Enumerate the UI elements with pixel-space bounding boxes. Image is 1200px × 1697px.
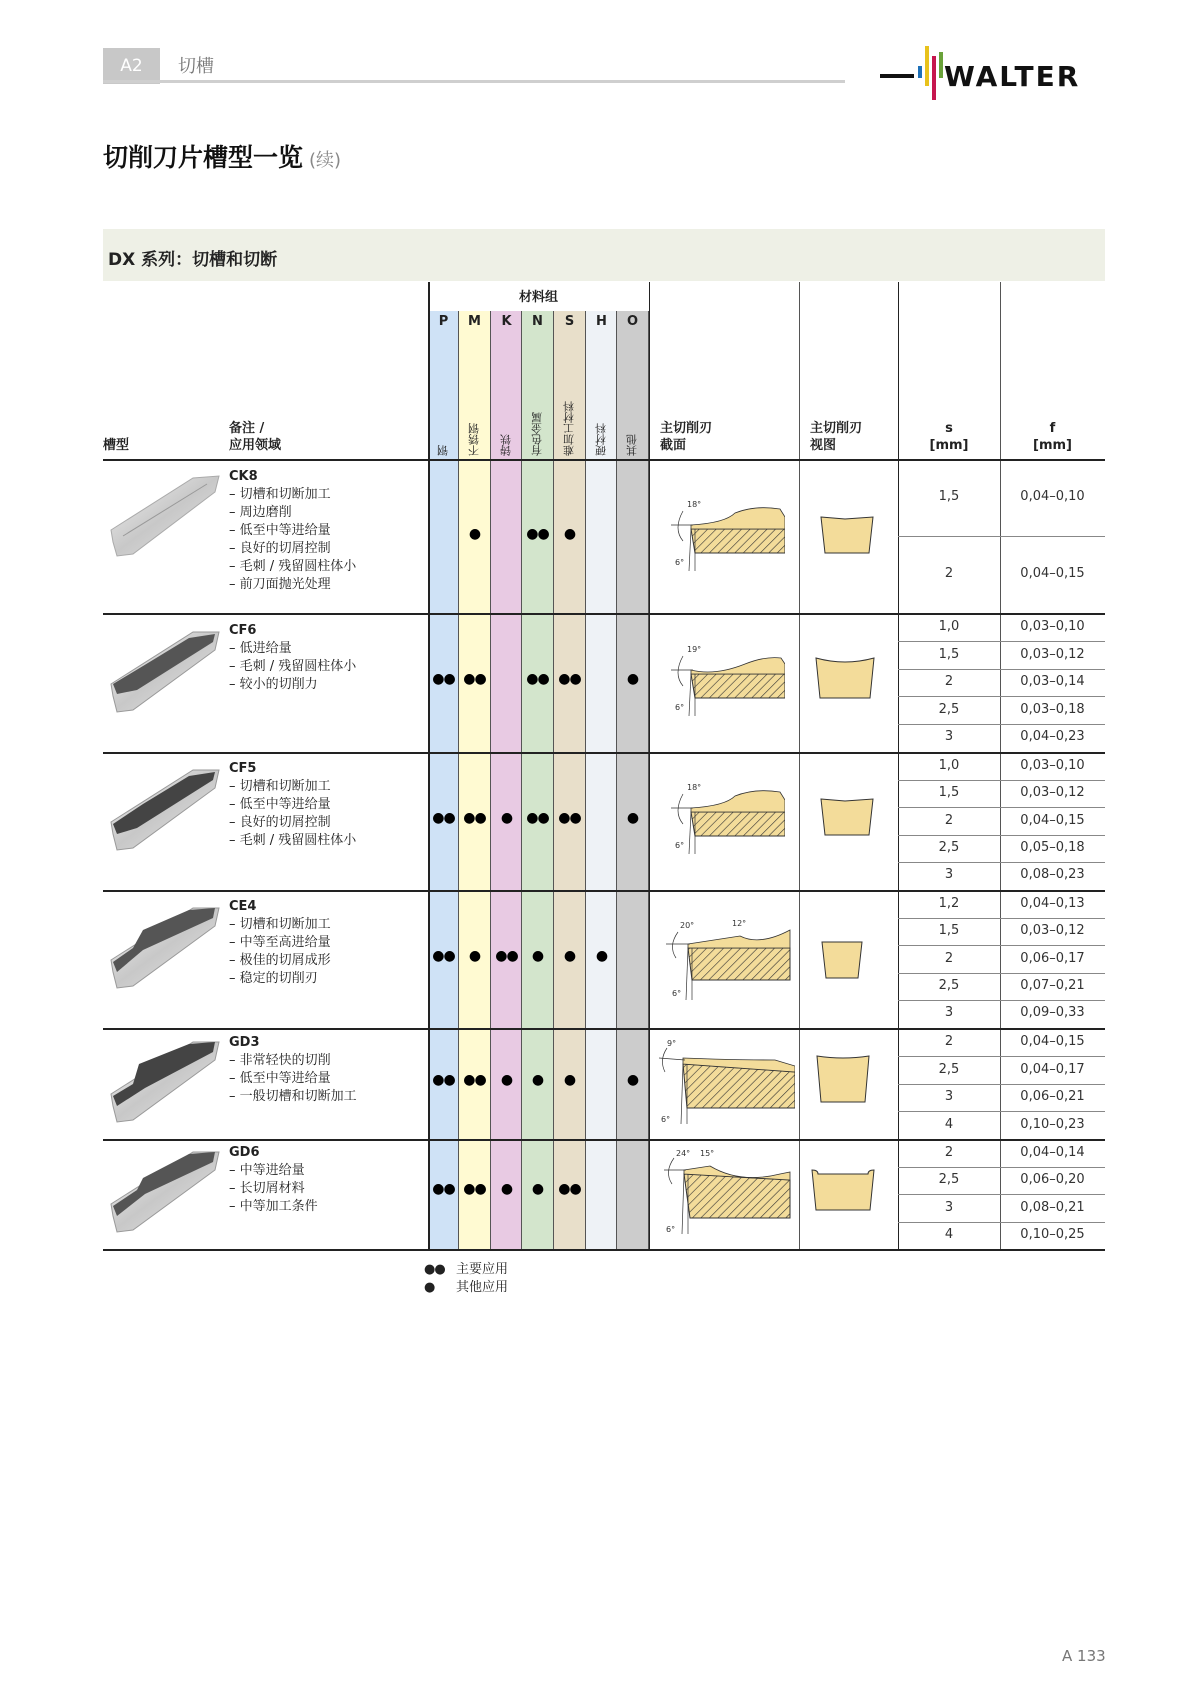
- angle-label: 19°: [687, 645, 702, 654]
- dot-gd6-p: ●●: [432, 1181, 455, 1197]
- f-value: 0,04–0,17: [1020, 1062, 1085, 1077]
- notes-ce4: [229, 916, 331, 988]
- note-item: – 低进给量: [229, 640, 356, 658]
- subrow-divider: [898, 835, 1105, 836]
- geometry-name-gd3: GD3: [229, 1035, 260, 1050]
- f-value: 0,07–0,21: [1020, 978, 1085, 993]
- f-value: 0,06–0,21: [1020, 1089, 1085, 1104]
- insert-image-cf6: [103, 624, 221, 714]
- geometry-name-cf6: CF6: [229, 623, 257, 638]
- subrow-divider: [898, 724, 1105, 725]
- row-divider: [103, 1249, 1105, 1251]
- dot-cf6-p: ●●: [432, 671, 455, 687]
- material-name-s: 难加工材料: [562, 401, 576, 456]
- dot-cf6-o: ●: [626, 671, 639, 687]
- f-value: 0,09–0,33: [1020, 1005, 1085, 1020]
- dot-gd3-s: ●: [563, 1072, 576, 1088]
- header-s-line1: s: [945, 421, 953, 436]
- subrow-divider: [898, 945, 1105, 946]
- divider: [799, 282, 800, 1250]
- material-letter-k: K: [501, 314, 512, 329]
- dot-gd6-m: ●●: [463, 1181, 486, 1197]
- f-value: 0,04–0,10: [1020, 489, 1085, 504]
- geometry-name-gd6: GD6: [229, 1145, 260, 1160]
- f-value: 0,04–0,15: [1020, 1034, 1085, 1049]
- f-value: 0,10–0,25: [1020, 1227, 1085, 1242]
- s-value: 2: [944, 813, 954, 828]
- subrow-divider: [898, 1056, 1105, 1057]
- dot-cf5-s: ●●: [558, 810, 581, 826]
- notes-cf6: [229, 640, 356, 694]
- note-item: – 切槽和切断加工: [229, 778, 356, 796]
- page-title: [103, 138, 341, 174]
- cutting-edge-view-gd3: [815, 1054, 871, 1104]
- s-value: 1,0: [938, 758, 960, 773]
- material-name-n: 有色金属: [530, 412, 544, 456]
- brand-name: WALTER: [944, 60, 1081, 93]
- note-item: – 周边磨削: [229, 504, 356, 522]
- f-value: 0,03–0,12: [1020, 923, 1085, 938]
- row-divider: [103, 752, 1105, 754]
- note-item: – 良好的切屑控制: [229, 814, 356, 832]
- s-value: 3: [944, 1005, 954, 1020]
- angle-label: 20°: [680, 921, 695, 930]
- subrow-divider: [898, 918, 1105, 919]
- insert-image-gd6: [103, 1144, 221, 1234]
- angle-label: 6°: [661, 1115, 671, 1124]
- material-letter-n: N: [532, 314, 543, 329]
- s-value: 3: [944, 867, 954, 882]
- material-letter-s: S: [564, 314, 575, 329]
- cutting-edge-section-ck8: [665, 495, 785, 575]
- section-title: 切槽: [178, 56, 214, 77]
- note-item: – 良好的切屑控制: [229, 540, 356, 558]
- s-value: 2: [944, 951, 954, 966]
- f-value: 0,08–0,21: [1020, 1200, 1085, 1215]
- subrow-divider: [898, 669, 1105, 670]
- s-value: 1,5: [938, 923, 960, 938]
- cutting-edge-section-cf6: [665, 640, 785, 720]
- cutting-edge-view-gd6: [810, 1168, 876, 1212]
- header-view-line2: 视图: [810, 438, 837, 453]
- notes-ck8: [229, 486, 356, 594]
- header-f-line1: f: [1049, 421, 1056, 436]
- insert-image-ce4: [103, 900, 221, 990]
- dot-cf5-k: ●: [500, 810, 513, 826]
- f-value: 0,06–0,20: [1020, 1172, 1085, 1187]
- note-item: – 前刀面抛光处理: [229, 576, 356, 594]
- f-value: 0,06–0,17: [1020, 951, 1085, 966]
- s-value: 4: [944, 1117, 954, 1132]
- dot-cf6-s: ●●: [558, 671, 581, 687]
- dot-gd6-k: ●: [500, 1181, 513, 1197]
- header-section-line2: 截面: [660, 438, 687, 453]
- angle-label: 9°: [667, 1039, 677, 1048]
- section-code-tab: A2: [103, 48, 160, 84]
- note-item: – 中等至高进给量: [229, 934, 331, 952]
- subrow-divider: [898, 641, 1105, 642]
- header-notes-line1: 备注 /: [229, 421, 265, 436]
- dot-cf5-m: ●●: [463, 810, 486, 826]
- divider: [649, 282, 650, 1250]
- f-value: 0,04–0,13: [1020, 896, 1085, 911]
- angle-label: 6°: [675, 558, 685, 567]
- header-section-line1: 主切削刃: [660, 421, 713, 436]
- note-item: – 毛刺 / 残留圆柱体小: [229, 832, 356, 850]
- angle-label: 18°: [687, 500, 702, 509]
- material-letter-p: P: [438, 314, 449, 329]
- material-name-o: 其他: [625, 434, 639, 456]
- header-view-line1: 主切削刃: [810, 421, 863, 436]
- subrow-divider: [898, 780, 1105, 781]
- subrow-divider: [898, 1194, 1105, 1195]
- f-value: 0,08–0,23: [1020, 867, 1085, 882]
- s-value: 2,5: [938, 702, 960, 717]
- header-geometry: 槽型: [103, 438, 130, 453]
- header-f: [1000, 420, 1105, 454]
- note-item: – 非常轻快的切削: [229, 1052, 357, 1070]
- dot-gd3-m: ●●: [463, 1072, 486, 1088]
- page-title-suffix: (续): [309, 150, 342, 171]
- material-names-area: [428, 340, 649, 456]
- legend-symbol: ●: [424, 1280, 435, 1295]
- s-value: 1,5: [938, 785, 960, 800]
- note-item: – 切槽和切断加工: [229, 486, 356, 504]
- f-value: 0,03–0,14: [1020, 674, 1085, 689]
- dot-gd3-o: ●: [626, 1072, 639, 1088]
- dot-ck8-m: ●: [468, 526, 481, 542]
- dot-ck8-n: ●●: [526, 526, 549, 542]
- s-value: 2,5: [938, 978, 960, 993]
- note-item: – 毛刺 / 残留圆柱体小: [229, 658, 356, 676]
- dot-ce4-k: ●●: [495, 948, 518, 964]
- material-name-k: 铸铁: [499, 434, 513, 456]
- note-item: – 中等加工条件: [229, 1198, 318, 1216]
- cutting-edge-view-ck8: [817, 515, 877, 555]
- f-value: 0,03–0,10: [1020, 619, 1085, 634]
- legend-secondary: [424, 1276, 508, 1295]
- note-item: – 较小的切削力: [229, 676, 356, 694]
- s-value: 2,5: [938, 1062, 960, 1077]
- s-value: 2,5: [938, 840, 960, 855]
- s-value: 1,5: [938, 647, 960, 662]
- geometry-name-ce4: CE4: [229, 899, 257, 914]
- row-divider: [103, 890, 1105, 892]
- cutting-edge-section-gd6: [660, 1148, 795, 1238]
- header-view: [810, 420, 862, 454]
- dot-cf6-m: ●●: [463, 671, 486, 687]
- header-s-line2: [mm]: [929, 438, 969, 453]
- series-title: DX 系列：切槽和切断: [108, 250, 278, 270]
- dot-gd6-s: ●●: [558, 1181, 581, 1197]
- dot-ce4-s: ●: [563, 948, 576, 964]
- legend-primary: [424, 1258, 508, 1277]
- material-name-m: 不锈钢: [467, 423, 481, 456]
- dot-ck8-s: ●: [563, 526, 576, 542]
- angle-label: 24°: [676, 1149, 691, 1158]
- header-s: [898, 420, 1000, 454]
- subrow-divider: [898, 862, 1105, 863]
- row-divider: [103, 1028, 1105, 1030]
- notes-cf5: [229, 778, 356, 850]
- insert-image-cf5: [103, 762, 221, 852]
- row-divider: [103, 1139, 1105, 1141]
- s-value: 4: [944, 1227, 954, 1242]
- insert-image-gd3: [103, 1034, 221, 1124]
- cutting-edge-view-cf6: [812, 656, 878, 700]
- legend-label: 主要应用: [456, 1262, 509, 1277]
- f-value: 0,10–0,23: [1020, 1117, 1085, 1132]
- header-f-line2: [mm]: [1033, 438, 1072, 453]
- dot-cf5-o: ●: [626, 810, 639, 826]
- cutting-edge-view-ce4: [820, 940, 864, 980]
- dot-cf5-p: ●●: [432, 810, 455, 826]
- note-item: – 低至中等进给量: [229, 796, 356, 814]
- angle-label: 6°: [666, 1225, 676, 1234]
- header-rule: [103, 80, 845, 83]
- note-item: – 低至中等进给量: [229, 1070, 357, 1088]
- s-value: 1,5: [938, 489, 960, 504]
- note-item: – 稳定的切削刃: [229, 970, 331, 988]
- header-notes: [229, 420, 281, 454]
- notes-gd6: [229, 1162, 318, 1216]
- cutting-edge-section-ce4: [660, 918, 795, 1008]
- dot-cf6-n: ●●: [526, 671, 549, 687]
- material-letter-o: O: [626, 314, 639, 329]
- f-value: 0,03–0,12: [1020, 785, 1085, 800]
- s-value: 3: [944, 1089, 954, 1104]
- s-value: 1,2: [938, 896, 960, 911]
- s-value: 2,5: [938, 1172, 960, 1187]
- subrow-divider: [898, 973, 1105, 974]
- angle-label: 18°: [687, 783, 702, 792]
- angle-label: 12°: [732, 919, 747, 928]
- f-value: 0,04–0,15: [1020, 566, 1085, 581]
- page-title-text: 切削刀片槽型一览: [103, 143, 304, 172]
- note-item: – 切槽和切断加工: [229, 916, 331, 934]
- f-value: 0,03–0,12: [1020, 647, 1085, 662]
- f-value: 0,03–0,10: [1020, 758, 1085, 773]
- note-item: – 一般切槽和切断加工: [229, 1088, 357, 1106]
- row-divider: [103, 459, 1105, 461]
- s-value: 3: [944, 1200, 954, 1215]
- angle-label: 6°: [672, 989, 682, 998]
- header-section: [660, 420, 712, 454]
- dot-gd3-k: ●: [500, 1072, 513, 1088]
- material-name-h: 硬材料: [594, 423, 608, 456]
- subrow-divider: [898, 536, 1105, 537]
- dot-cf5-n: ●●: [526, 810, 549, 826]
- f-value: 0,04–0,15: [1020, 813, 1085, 828]
- insert-image-ck8: [103, 470, 221, 560]
- angle-label: 6°: [675, 703, 685, 712]
- dot-gd6-n: ●: [531, 1181, 544, 1197]
- dot-ce4-p: ●●: [432, 948, 455, 964]
- s-value: 2: [944, 566, 954, 581]
- dot-ce4-h: ●: [595, 948, 608, 964]
- s-value: 2: [944, 1145, 954, 1160]
- dot-ce4-m: ●: [468, 948, 481, 964]
- subrow-divider: [898, 696, 1105, 697]
- f-value: 0,04–0,23: [1020, 729, 1085, 744]
- note-item: – 极佳的切屑成形: [229, 952, 331, 970]
- geometry-name-ck8: CK8: [229, 469, 258, 484]
- subrow-divider: [898, 1222, 1105, 1223]
- legend-symbol: ●●: [424, 1262, 445, 1277]
- material-name-p: 钢: [436, 445, 450, 456]
- legend-label: 其他应用: [456, 1280, 509, 1295]
- dot-gd3-p: ●●: [432, 1072, 455, 1088]
- subrow-divider: [898, 1111, 1105, 1112]
- dot-gd3-n: ●: [531, 1072, 544, 1088]
- subrow-divider: [898, 1167, 1105, 1168]
- f-value: 0,05–0,18: [1020, 840, 1085, 855]
- s-value: 1,0: [938, 619, 960, 634]
- s-value: 2: [944, 674, 954, 689]
- cutting-edge-view-cf5: [817, 797, 877, 837]
- s-value: 2: [944, 1034, 954, 1049]
- dot-ce4-n: ●: [531, 948, 544, 964]
- geometry-name-cf5: CF5: [229, 761, 257, 776]
- f-value: 0,03–0,18: [1020, 702, 1085, 717]
- subrow-divider: [898, 807, 1105, 808]
- angle-label: 6°: [675, 841, 685, 850]
- note-item: – 中等进给量: [229, 1162, 318, 1180]
- material-group-label: 材料组: [518, 290, 558, 305]
- notes-gd3: [229, 1052, 357, 1106]
- subrow-divider: [898, 1084, 1105, 1085]
- angle-label: 15°: [700, 1149, 715, 1158]
- header-notes-line2: 应用领域: [229, 438, 282, 453]
- row-divider: [103, 613, 1105, 615]
- s-value: 3: [944, 729, 954, 744]
- subrow-divider: [898, 1000, 1105, 1001]
- material-letter-h: H: [596, 314, 607, 329]
- note-item: – 毛刺 / 残留圆柱体小: [229, 558, 356, 576]
- material-letter-m: M: [468, 314, 481, 329]
- page-number: A 133: [1062, 1647, 1106, 1665]
- note-item: – 低至中等进给量: [229, 522, 356, 540]
- f-value: 0,04–0,14: [1020, 1145, 1085, 1160]
- cutting-edge-section-cf5: [665, 778, 785, 858]
- cutting-edge-section-gd3: [655, 1036, 795, 1126]
- note-item: – 长切屑材料: [229, 1180, 318, 1198]
